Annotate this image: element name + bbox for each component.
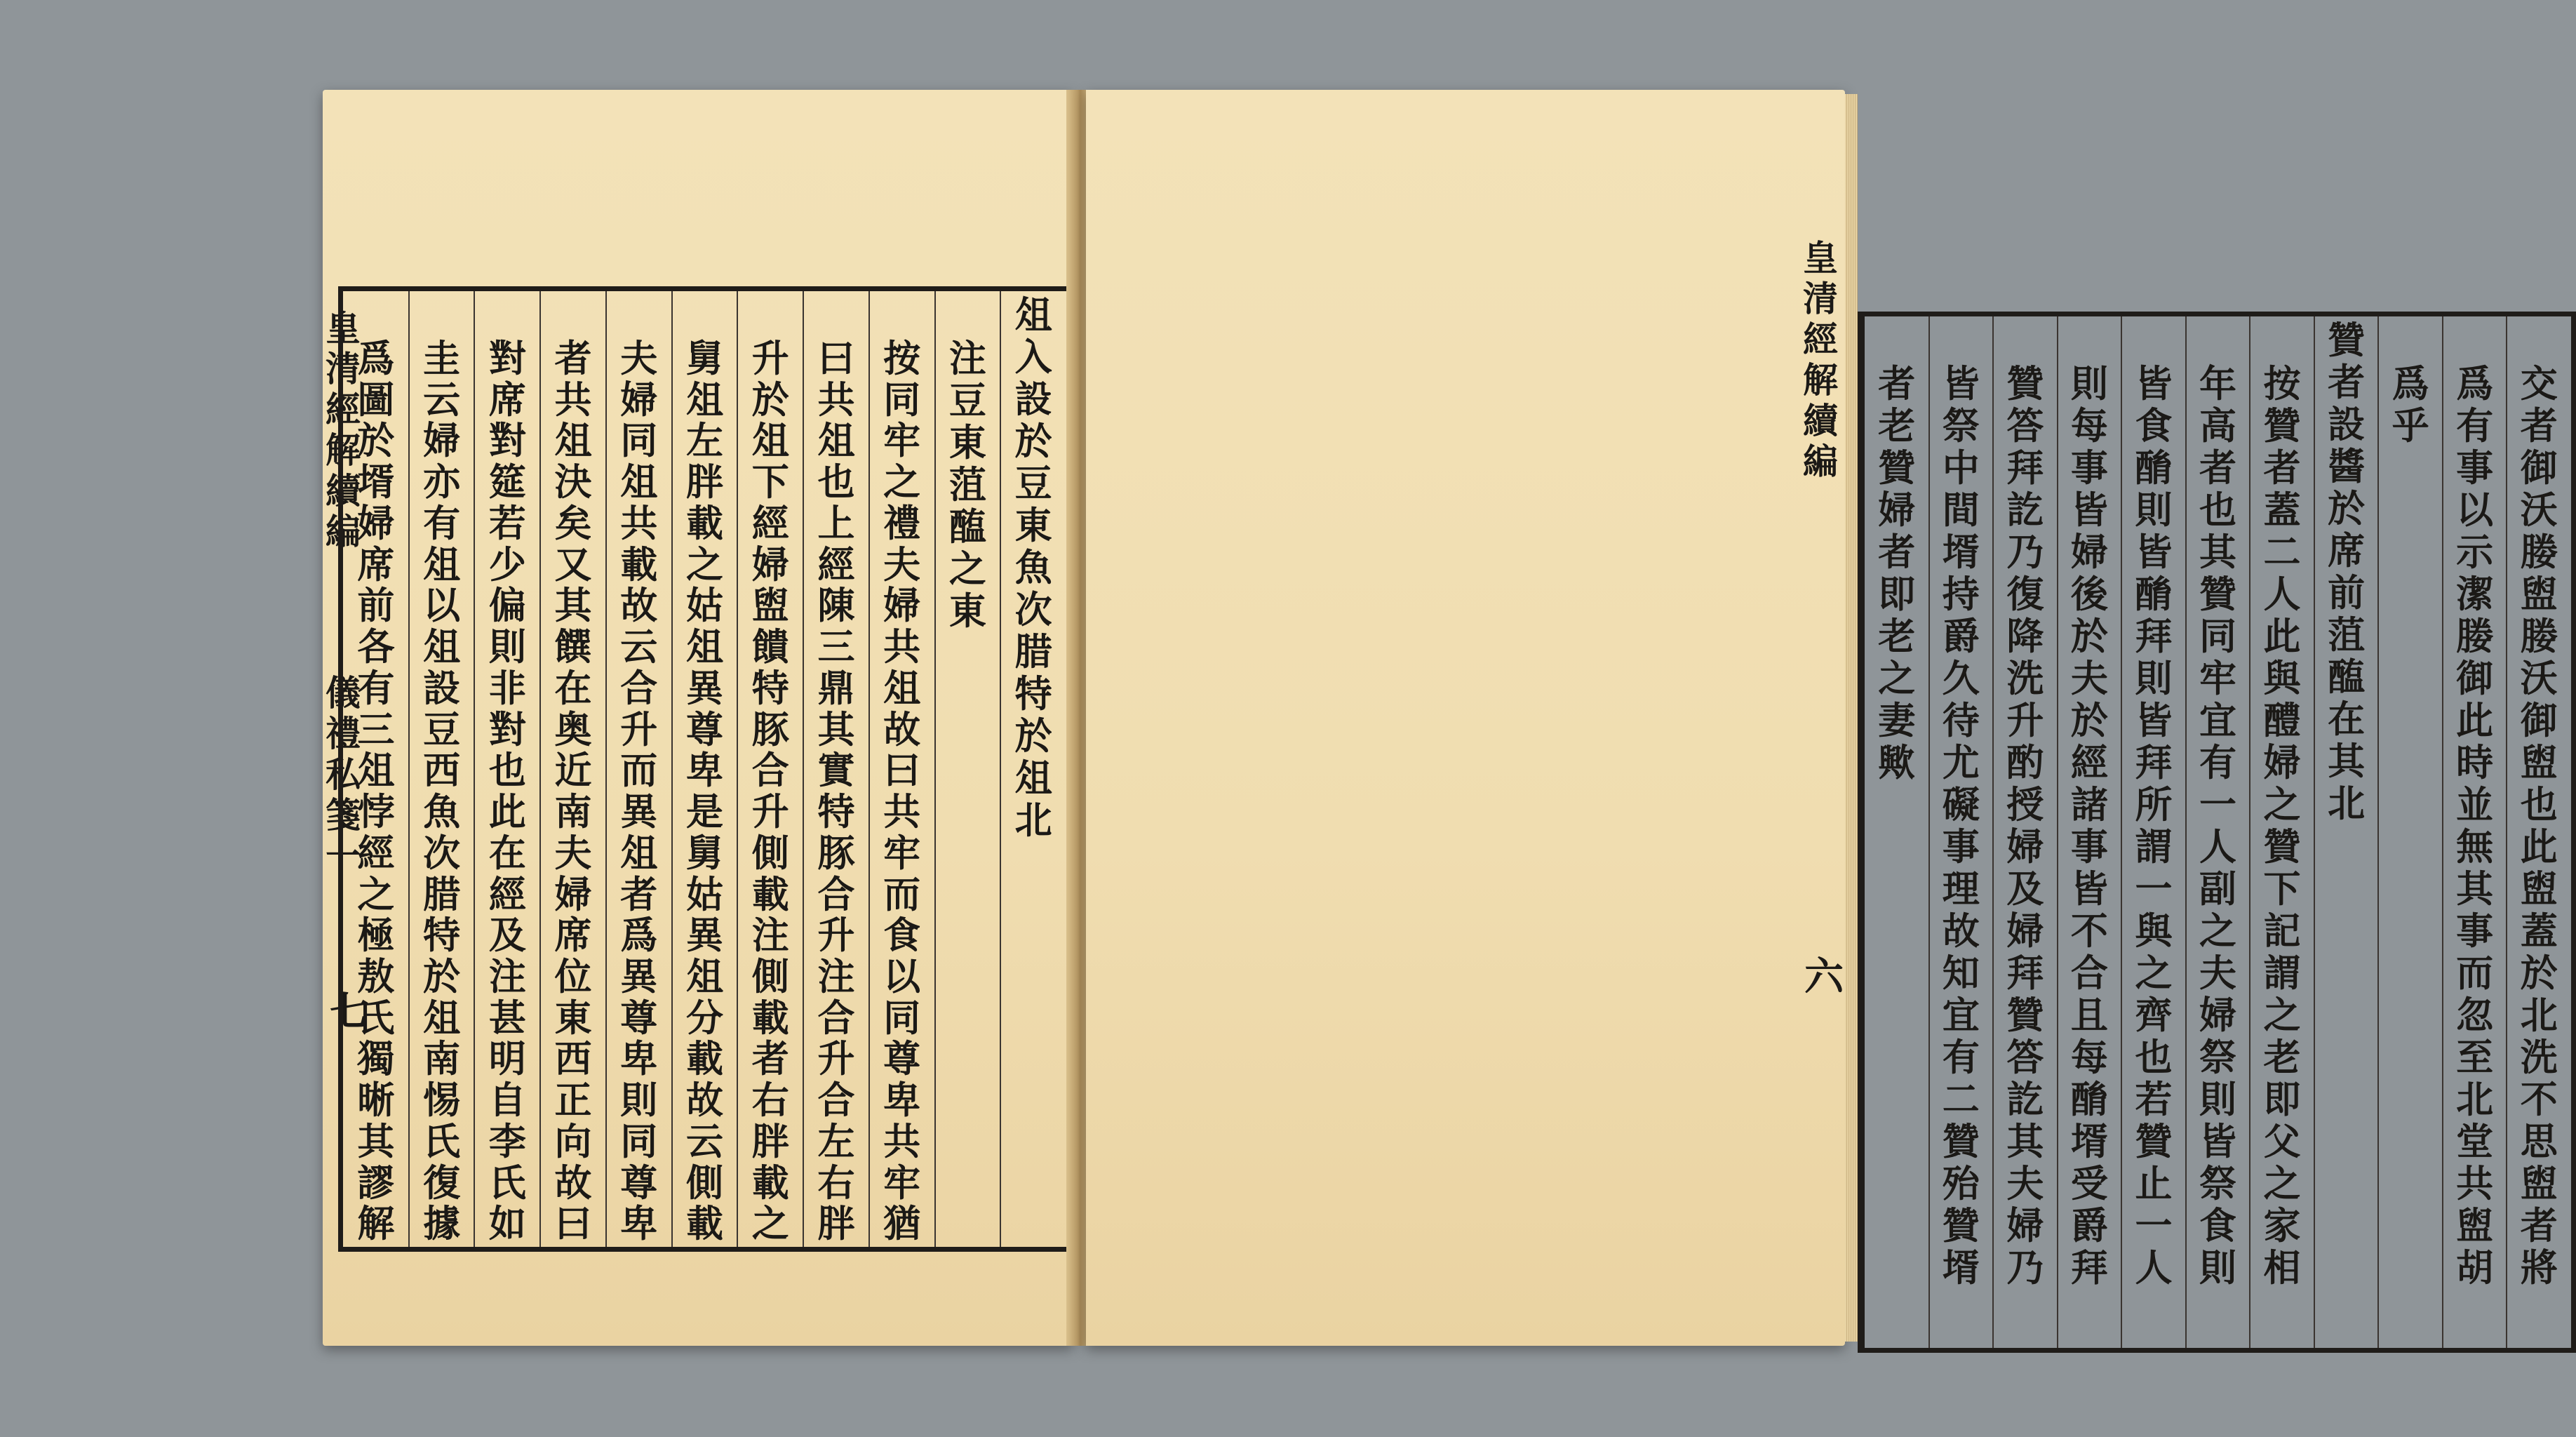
left-column-rule — [868, 291, 870, 1247]
left-column-rule — [934, 291, 936, 1247]
page-edge — [1845, 94, 1858, 1342]
right-text-frame — [1858, 312, 2576, 1353]
left-margin-title: 皇 清 經 解 續 編 — [326, 307, 361, 552]
left-page-number: 七 — [330, 989, 369, 1035]
right-column-5: 按 贊 者 蓋 二 人 此 與 醴 婦 之 贊 下 記 謂 之 老 即 父 之 家 相 — [2263, 362, 2301, 1290]
right-column-rule — [1992, 316, 1994, 1348]
right-margin-title: 皇 清 經 解 續 編 — [1803, 237, 1838, 482]
right-column-10: 皆 祭 中 間 壻 持 爵 久 待 尤 礙 事 理 故 知 宜 有 二 贊 殆 贊 壻 — [1942, 362, 1980, 1290]
right-column-6: 年 高 者 也 其 贊 同 牢 宜 有 一 人 副 之 夫 婦 祭 則 皆 祭 食 則 — [2199, 362, 2236, 1290]
right-column-7: 皆 食 酳 則 皆 酳 拜 則 皆 拜 所 謂 一 與 之 齊 也 若 贊 止 一 人 — [2135, 362, 2173, 1290]
right-column-9: 贊 答 拜 訖 乃 復 降 洗 升 酌 授 婦 及 婦 拜 贊 答 訖 其 夫 婦 乃 — [2006, 362, 2044, 1290]
right-column-rule — [2185, 316, 2187, 1348]
right-column-rule — [2249, 316, 2250, 1348]
right-column-3: 爲 乎 — [2391, 362, 2429, 448]
right-column-rule — [2314, 316, 2315, 1348]
left-column-1: 俎 入 設 於 豆 東 魚 次 腊 特 於 俎 北 — [1014, 293, 1052, 842]
right-page — [1086, 90, 2558, 1346]
left-column-rule — [474, 291, 475, 1247]
right-column-rule — [2057, 316, 2058, 1348]
right-column-2: 爲 有 事 以 示 潔 媵 御 此 時 並 無 其 事 而 忽 至 北 堂 共 盥 胡 — [2456, 362, 2494, 1290]
left-column-5: 升 於 俎 下 經 婦 盥 饋 特 豚 合 升 側 載 注 側 載 者 右 胖 載 之 — [751, 337, 789, 1246]
right-column-rule — [2442, 316, 2443, 1348]
left-column-6: 舅 俎 左 胖 載 之 姑 俎 異 尊 卑 是 舅 姑 異 俎 分 載 故 云 側 載 — [685, 337, 723, 1246]
left-column-rule — [408, 291, 410, 1247]
right-column-11: 者 老 贊 婦 者 即 老 之 妻 歟 — [1878, 362, 1916, 784]
left-column-4: 曰 共 俎 也 上 經 陳 三 鼎 其 實 特 豚 合 升 注 合 升 合 左 右 胖 — [817, 337, 855, 1246]
right-column-rule — [2377, 316, 2379, 1348]
right-column-1: 交 者 御 沃 媵 盥 媵 沃 御 盥 也 此 盥 蓋 於 北 洗 不 思 盥 者 將 — [2520, 362, 2558, 1290]
right-column-rule — [2121, 316, 2122, 1348]
left-column-rule — [539, 291, 541, 1247]
left-text-frame — [338, 286, 1073, 1252]
left-column-2: 注 豆 東 菹 醢 之 東 — [948, 337, 986, 633]
right-page-number: 六 — [1804, 954, 1844, 1000]
left-column-rule — [605, 291, 607, 1247]
left-column-11: 爲 圖 於 壻 婦 席 前 各 有 三 俎 悖 經 之 極 敖 氏 獨 晰 其 謬 解 — [357, 337, 395, 1246]
right-column-8: 則 每 事 皆 婦 後 於 夫 於 經 諸 事 皆 不 合 且 每 酳 壻 受 爵 拜 — [2070, 362, 2108, 1290]
right-column-rule — [1928, 316, 1930, 1348]
open-book — [323, 90, 2558, 1346]
left-column-3: 按 同 牢 之 禮 夫 婦 共 俎 故 曰 共 牢 而 食 以 同 尊 卑 共 牢 猶 — [883, 337, 921, 1246]
left-column-rule — [803, 291, 804, 1247]
left-page — [323, 90, 1073, 1346]
left-column-10: 圭 云 婦 亦 有 俎 以 俎 設 豆 西 魚 次 腊 特 於 俎 南 惕 氏 復 據 — [423, 337, 461, 1246]
left-column-rule — [737, 291, 738, 1247]
left-column-rule — [1000, 291, 1001, 1247]
left-column-9: 對 席 對 筵 若 少 偏 則 非 對 也 此 在 經 及 注 甚 明 自 李 氏 如 — [488, 337, 526, 1246]
left-column-8: 者 共 俎 決 矣 又 其 饌 在 奥 近 南 夫 婦 席 位 東 西 正 向 故 曰 — [554, 337, 592, 1246]
left-margin-section: 儀 禮 私 箋 一 — [326, 672, 361, 876]
left-column-7: 夫 婦 同 俎 共 載 故 云 合 升 而 異 俎 者 爲 異 尊 卑 則 同 尊 卑 — [620, 337, 658, 1246]
left-column-rule — [671, 291, 673, 1247]
right-column-rule — [2506, 316, 2507, 1348]
right-column-4: 贊 者 設 醬 於 席 前 菹 醢 在 其 北 — [2328, 319, 2366, 825]
